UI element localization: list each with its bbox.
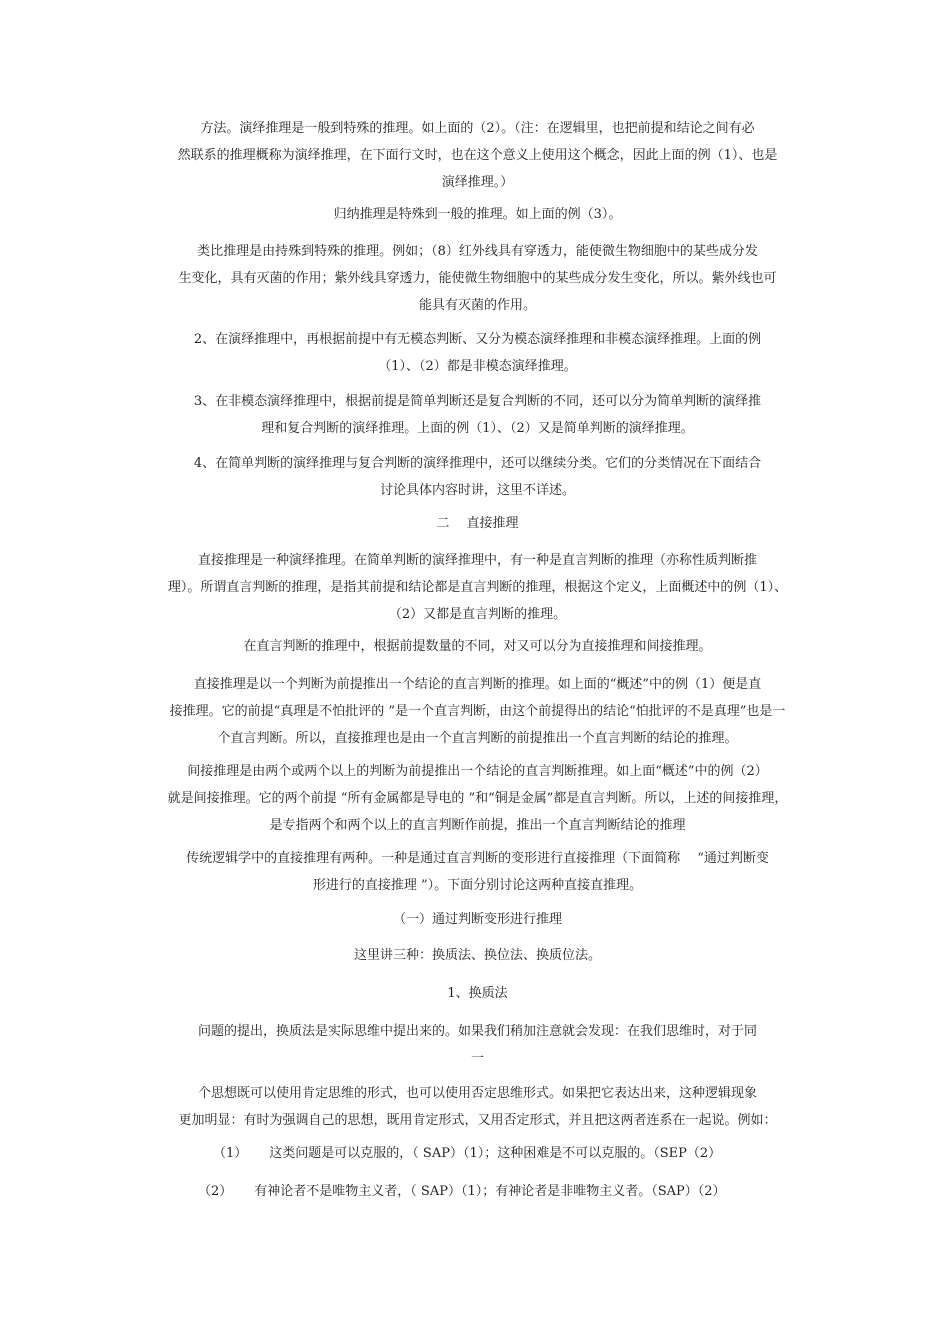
paragraph-obversion-intro xyxy=(140,1018,815,1072)
text-line: 传统逻辑学中的直接推理有两种。一种是通过直言判断的变形进行直接推理（下面简称 “通过判断变 xyxy=(186,851,769,866)
example-number: （1） xyxy=(213,1146,248,1161)
text-line: 间接推理是由两个或两个以上的判断为前提推出一个结论的直言判断推理。如上面“概述”中的例（2） xyxy=(187,764,768,779)
text-line: 生变化，具有灭菌的作用；紫外线具穿透力，能使微生物细胞中的某些成分发生变化，所以。紫外线也可 xyxy=(178,271,777,286)
text-line: 是专指两个和两个以上的直言判断作前提，推出一个直言判断结论的推理 xyxy=(269,818,686,833)
text-line: 个直言判断。所以，直接推理也是由一个直言判断的前提推出一个直言判断的结论的推理。 xyxy=(217,731,738,746)
text-line: 更加明显：有时为强调自己的思想，既用肯定形式，又用否定形式，并且把这两者连系在一起说。例如： xyxy=(178,1113,777,1128)
paragraph-categorical xyxy=(140,633,815,660)
text-line: 归纳推理是特殊到一般的推理。如上面的例（3）。 xyxy=(333,207,622,222)
text-line: （1）、（2）都是非模态演绎推理。 xyxy=(378,359,577,374)
paragraph-traditional-logic xyxy=(140,845,815,899)
text-line: 直接推理是以一个判断为前提推出一个结论的直言判断的推理。如上面的“概述”中的例（1）便是直 xyxy=(193,677,762,692)
text-line: 2、在演绎推理中，再根据前提中有无模态判断、又分为模态演绎推理和非模态演绎推理。上面的例 xyxy=(193,332,762,347)
text-line: 类比推理是由持殊到特殊的推理。例如；（8）红外线具有穿透力，能使微生物细胞中的某些成分发 xyxy=(197,244,758,259)
text-line: 然联系的推理概称为演绎推理，在下面行文时，也在这个意义上使用这个概念，因此上面的例（1）、也是 xyxy=(177,148,778,163)
paragraph-thinking-forms xyxy=(140,1080,815,1134)
example-2 xyxy=(198,1180,726,1204)
example-1 xyxy=(213,1142,721,1166)
example-text: 有神论者不是唯物主义者，（ SAP）（1）；有神论者是非唯物主义者。（SAP）（2） xyxy=(254,1184,726,1199)
paragraph-three-methods: 这里讲三种：换质法、换位法、换质位法。 xyxy=(353,948,601,963)
text-line: 方法。演绎推理是一般到特殊的推理。如上面的（2）。（注：在逻辑里，也把前提和结论之间有必 xyxy=(200,121,755,136)
text-line: 在直言判断的推理中，根据前提数量的不同，对又可以分为直接推理和间接推理。 xyxy=(243,639,712,654)
paragraph-indirect-inference xyxy=(140,758,815,839)
text-line: 一 xyxy=(470,1051,484,1066)
text-line: 直接推理是一种演绎推理。在简单判断的演绎推理中，有一种是直言判断的推理（亦称性质判断推 xyxy=(197,553,757,568)
paragraph-item-2 xyxy=(140,326,815,380)
paragraph-deduction xyxy=(140,115,815,196)
paragraph-analogy xyxy=(140,238,815,319)
text-line: 接推理。它的前提“真理是不怕批评的 ”是一个直言判断，由这个前提得出的结论“怕批评的不是真理”也是一 xyxy=(169,704,786,719)
text-line: 形进行的直接推理 ”）。下面分别讨论这两种直接直推理。 xyxy=(312,878,643,893)
text-line: （2）又都是直言判断的推理。 xyxy=(388,607,567,622)
text-line: 理）。所谓直言判断的推理，是指其前提和结论都是直言判断的推理，根据这个定义，上面概述中的例（1）、 xyxy=(167,580,788,595)
paragraph-induction xyxy=(140,201,815,228)
paragraph-item-4 xyxy=(140,450,815,504)
subsection-heading-obversion: 1、换质法 xyxy=(447,986,508,1001)
text-line: 理和复合判断的演绎推理。上面的例（1）、（2）又是简单判断的演绎推理。 xyxy=(261,421,694,436)
text-line: 4、在简单判断的演绎推理与复合判断的演绎推理中，还可以继续分类。它们的分类情况在下面结合 xyxy=(193,456,762,471)
text-line: 问题的提出，换质法是实际思维中提出来的。如果我们稍加注意就会发现：在我们思维时，对于同 xyxy=(197,1024,757,1039)
example-text: 这类问题是可以克服的，（ SAP）（1）；这种困难是不可以克服的。（SEP（2） xyxy=(269,1146,722,1161)
section-heading-direct-inference: 二 直接推理 xyxy=(436,516,519,531)
example-number: （2） xyxy=(198,1184,233,1199)
text-line: 讨论具体内容时讲，这里不详述。 xyxy=(379,483,575,498)
paragraph-item-3 xyxy=(140,388,815,442)
text-line: 演绎推理。） xyxy=(441,175,514,190)
paragraph-direct-inference-definition xyxy=(140,547,815,628)
paragraph-direct-inference xyxy=(140,671,815,752)
text-line: 能具有灭菌的作用。 xyxy=(418,298,536,313)
text-line: 3、在非模态演绎推理中，根据前提是简单判断还是复合判断的不同，还可以分为简单判断的演绎推 xyxy=(193,394,762,409)
text-line: 就是间接推理。它的两个前提 “所有金属都是导电的 ”和“铜是金属”都是直言判断。所以，上述的间接推理， xyxy=(167,791,788,806)
subsection-heading-transformation: （一）通过判断变形进行推理 xyxy=(392,912,562,927)
text-line: 个思想既可以使用肯定思维的形式，也可以使用否定思维形式。如果把它表达出来，这种逻辑现象 xyxy=(197,1086,757,1101)
